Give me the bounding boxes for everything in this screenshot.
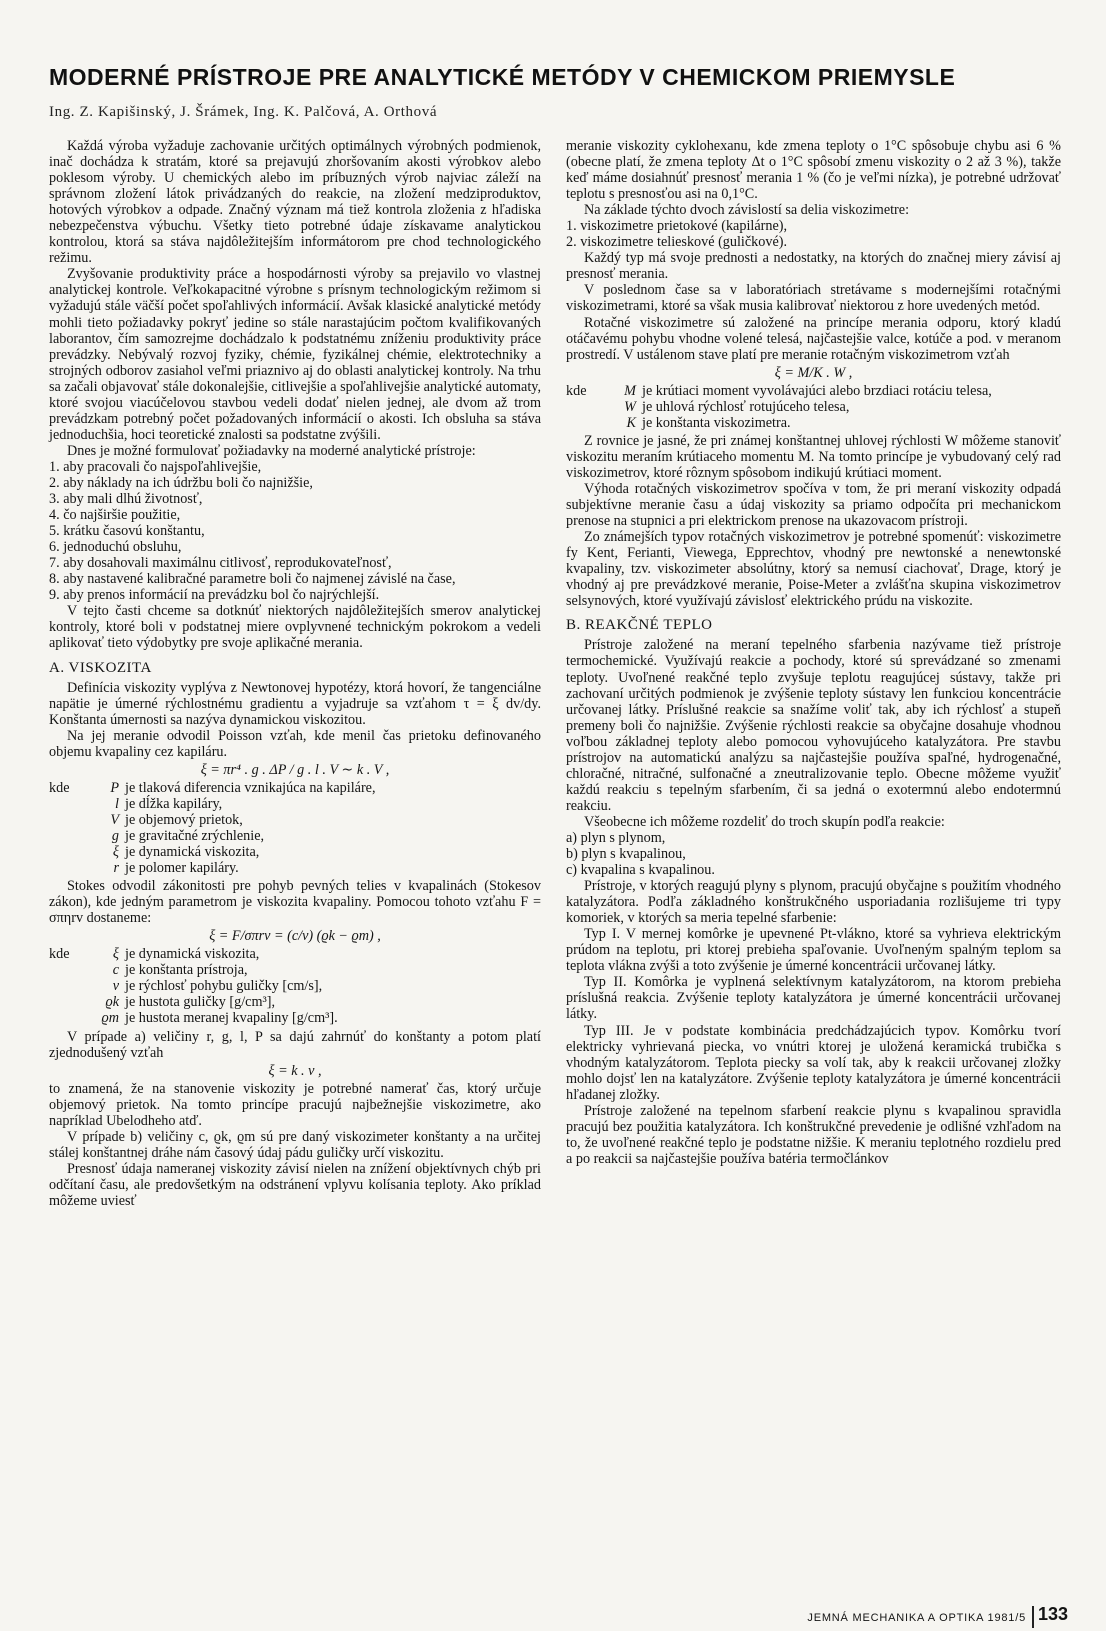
kde-label: kde (49, 779, 70, 796)
paragraph: Zo známejších typov rotačných viskozimetrov je potrebné spomenúť: viskozimetre fy Kent, Ferianti, Viewega, Epprechtov, vhodný pre newtonské a nenewtonské kvapaliny, tzv. viskozimeter absolútny, ktorý sa nemusí ciachovať, Drage, ktorý je vhodný aj pre prevádzkové meranie, Poise-Meter a zvlášťna skupina viskozimetrov selsynových, ktoré využívajú závislosť elektrického prúdu na viskozite. (566, 529, 1061, 610)
list-item: c) kvapalina s kvapalinou. (566, 862, 715, 879)
list-item: 1. aby pracovali čo najspoľahlivejšie, (49, 458, 262, 475)
paragraph: Dnes je možné formulovať požiadavky na moderné analytické prístroje: (67, 442, 476, 459)
list-item: 9. aby prenos informácií na prevádzku bol čo najrýchlejší. (49, 587, 380, 604)
article-authors: Ing. Z. Kapišinský, J. Šrámek, Ing. K. Palčová, A. Orthová (49, 104, 438, 120)
paragraph: Presnosť údaja nameranej viskozity závisí nielen na znížení objektívnych chýb pri odčítaní času, ale predovšetkým na odstránení vplyvu kolísania teploty. Ako príklad môžeme uviesť (49, 1160, 541, 1209)
definition-text: je krútiaci moment vyvolávajúci alebo brzdiaci rotáciu telesa, (642, 382, 992, 399)
kde-label (49, 962, 93, 978)
list-item: 3. aby mali dlhú životnosť, (49, 491, 203, 508)
kde-label (49, 978, 93, 994)
kde-label (566, 415, 610, 431)
symbol: P (110, 779, 119, 796)
symbol: c (112, 962, 119, 979)
symbol: l (115, 795, 119, 812)
definition-row (49, 946, 338, 962)
paragraph: Z rovnice je jasné, že pri známej konštantnej uhlovej rýchlosti W môžeme stanoviť viskozitu meraním krútiaceho momentu M. Na tomto princípe je vybudovaný celý rad viskozimetrov, ktoré rôznym spôsobom indikujú krútiaci moment. (566, 432, 1061, 481)
symbol: v (112, 978, 119, 995)
list-item: b) plyn s kvapalinou, (566, 846, 686, 863)
list-item: 2. aby náklady na ich údržbu boli čo najnižšie, (49, 474, 313, 491)
symbol: ϱk (105, 994, 119, 1011)
paragraph: V poslednom čase sa v laboratóriach stretávame s modernejšími rotačnými viskozimetrami, ktoré sa však musia kalibrovať niektorou z hore uvedených metód. (566, 282, 1061, 315)
definition-row (49, 1010, 338, 1026)
definition-text: je dynamická viskozita, (125, 946, 260, 963)
page-number: 133 (1037, 1604, 1068, 1624)
definition-row (49, 844, 376, 860)
paragraph: meranie viskozity cyklohexanu, kde zmena teploty o 1°C spôsobuje chybu asi 6 % (obecne platí, že zmena teploty Δt o 1°C spôsobí zmenu viskozity o 2 až 3 %), takže keď máme dosiahnúť presnosť merania 1 % (čo je veľmi nízka), je potrebné udržovať teplotu s presnosťou asi na 0,1°C. (566, 138, 1061, 203)
paragraph: Na základe týchto dvoch závislostí sa delia viskozimetre: (584, 202, 910, 219)
definition-text: je rýchlosť pohybu guličky [cm/s], (125, 978, 323, 995)
paragraph: Prístroje založené na tepelnom sfarbení reakcie plynu s kvapalinou spravidla pracujú bez použitia katalyzátora. Ich konštrukčné prevedenie je odlišné vzhľadom na to, že uvoľnené reakčné teplo je podstatne nižšie. K meraniu teplotného rozdielu pred a po reakcii sa najčastejšie používa batéria termočlánkov (566, 1102, 1061, 1167)
paragraph: Výhoda rotačných viskozimetrov spočíva v tom, že pri meraní viskozity odpadá subjektívne meranie času a údaj viskozity sa priamo odpočíta pri mechanickom prenose na stupnici a pri elektrickom prenose na ukazovacom prístroji. (566, 480, 1061, 530)
list-item: 1. viskozimetre prietokové (kapilárne), (566, 218, 788, 235)
paragraph: Zvyšovanie produktivity práce a hospodárnosti výroby sa prejavilo vo vlastnej analytickej kontrole. Veľkokapacitné výrobne s prísnym technologickým režimom si vyžadujú stále väčší počet spoľahlivých informácií. Avšak klasické analytické metódy mohli tieto požiadavky pokryť jedine so stále narastajúcim počtom kvalifikovaných laborantov, čím samozrejme dochádzalo k podstatnému zníženiu produktivity práce prevádzky. Nebývalý rozvoj fyziky, chémie, fyzikálnej chémie, elektrotechniky a strojných odborov zasiahol veľmi priaznivo aj do oblasti analytickej kontroly. Na trhu sa začali objavovať stále dokonalejšie, citlivejšie a spoľahlivejšie analytické automaty, ktoré svojou viacúčelovou stavbou vedeli dodať nielen jednej, ale dvom až trom prevádzkam potrebný počet požadovaných informácií o akosti. Ich obsluha sa stáva jednoduchšia, hoci teoretické znalosti sa podstatne zvýšili. (49, 266, 541, 443)
list-item: 6. jednoduchú obsluhu, (49, 539, 182, 556)
paragraph: Definícia viskozity vyplýva z Newtonovej hypotézy, ktorá hovorí, že tangenciálne napätie je úmerné rýchlostnému gradientu a vyjadruje sa vzťahom τ = ξ dv/dy. Konštanta úmernosti sa nazýva dynamickou viskozitou. (49, 679, 541, 728)
definition-text: je polomer kapiláry. (125, 860, 239, 877)
right-column (566, 138, 1061, 1167)
paragraph: Prístroje založené na meraní tepelného sfarbenia nazývame tiež prístroje termochemické. Využívajú reakcie a pochody, ktoré sú sprevádzané so zmenami teploty. Uvoľnené reakčné teplo zvyšuje teplotu reagujúcej sústavy, takže pri zachovaní určitých podmienok je zvýšenie teploty sústavy len funkciou koncentrácie určovanej látky. Príslušné reakcie sa snažíme voliť tak, aby ich rýchlosť a stupeň premeny boli čo najnižšie. Zvýšenie rýchlosti reakcie sa obyčajne dosahuje vhodnou voľbou základnej teploty alebo pomocou vyhovujúceho katalyzátora. Pre stavbu prístrojov na automatickú analýzu sa najčastejšie používa spaľné, hydrogenačné, chloračné, nitračné, sulfonačné a zneutralizovanie teplo. Obecne môžeme využiť každú reakciu s tepelným sfarbením, či sa jedná o exotermnú alebo endotermnú reakciu. (566, 637, 1061, 814)
definition-text: je dynamická viskozita, (125, 844, 260, 861)
list-item: 8. aby nastavené kalibračné parametre boli čo najmenej závislé na čase, (49, 571, 456, 588)
paragraph: Typ III. Je v podstate kombinácia predchádzajúcich typov. Komôrku tvorí elektricky vyhrievaná piecka, vo vnútri ktorej je uložená keramická trubička s vhodným katalyzátorom. Teplota piecky sa volí tak, aby k reakcii určovanej zložky mohlo dojsť len na katalyzátore. Zvýšenie teploty katalyzátora je úmerné koncentrácii hľadanej zložky. (566, 1022, 1061, 1103)
definition-row (49, 978, 338, 994)
kde-label: kde (566, 382, 587, 399)
requirements-list (49, 459, 541, 603)
symbol-definitions-poisson (49, 780, 376, 876)
article-title: MODERNÉ PRÍSTROJE PRE ANALYTICKÉ METÓDY V CHEMICKOM PRIEMYSLE (49, 64, 956, 90)
kde-label (49, 796, 93, 812)
definition-row (49, 828, 376, 844)
formula-simplified: ξ = k . v , (268, 1062, 322, 1079)
kde-label (49, 828, 93, 844)
formula-rotational: ξ = M/K . W , (774, 364, 853, 381)
definition-row (49, 962, 338, 978)
section-heading-reaction-heat: B. REAKČNÉ TEPLO (566, 617, 713, 634)
kde-label (49, 994, 93, 1010)
symbol: ξ (112, 946, 119, 963)
paragraph: V tejto časti chceme sa dotknúť niektorých najdôležitejších smerov analytickej kontroly, ktoré boli v podstatnej miere ovplyvnené technickým pokrokom a vedeli aplikovať tieto výdobytky pre svoje aplikačné merania. (49, 603, 541, 652)
paragraph: Typ I. V mernej komôrke je upevnené Pt-vlákno, ktoré sa vyhrieva elektrickým prúdom na teplotu, pri ktorej prebieha spaľovanie. Uvoľneným spalným teplom sa teplota vlákna zvýši a toto zvýšenie je úmerné koncentrácii určovanej látky. (566, 926, 1061, 975)
definition-text: je gravitačné zrýchlenie, (125, 827, 265, 844)
formula-stokes: ξ = F/σπrv = (c/v) (ϱk − ϱm) , (209, 928, 381, 945)
paragraph: Stokes odvodil zákonitosti pre pohyb pevných telies v kvapalinách (Stokesov zákon), kde jedným parametrom je viskozita kvapaliny. Pomocou tohoto vzťahu F = σπηrv dostaneme: (49, 878, 541, 927)
kde-label: kde (49, 946, 70, 963)
symbol-definitions-rotational (566, 383, 992, 431)
symbol: g (111, 827, 119, 844)
reaction-groups-list (566, 830, 1061, 878)
paragraph: to znamená, že na stanovenie viskozity je potrebné namerať čas, ktorý určuje objemový prietok. Na tomto princípe pracujú najbežnejšie viskozimetre, ako napríklad Ubelodheho atď. (49, 1080, 541, 1129)
symbol: r (113, 860, 119, 877)
definition-row (566, 415, 992, 431)
symbol: ϱm (101, 1010, 119, 1027)
kde-label (49, 1010, 93, 1026)
paragraph: Na jej meranie odvodil Poisson vzťah, kde menil čas prietoku definovaného objemu kvapaliny cez kapiláru. (49, 727, 541, 760)
symbol: K (626, 414, 636, 431)
paragraph: Prístroje, v ktorých reagujú plyny s plynom, pracujú obyčajne s použitím vhodného katalyzátora. Podľa základného konštrukčného usporiadania rozlišujeme tri typy komoriek, v ktorých sa meria tepelné sfarbenie: (566, 878, 1061, 927)
definition-row (49, 780, 376, 796)
definition-text: je konštanta viskozimetra. (642, 414, 791, 431)
symbol: W (624, 398, 636, 415)
symbol: ξ (112, 844, 119, 861)
definition-text: je konštanta prístroja, (125, 962, 248, 979)
definition-text: je dĺžka kapiláry, (125, 795, 223, 812)
definition-row (566, 399, 992, 415)
kde-label (566, 399, 610, 415)
definition-row (566, 383, 992, 399)
paragraph: Každá výroba vyžaduje zachovanie určitých optimálnych výrobných podmienok, inač dochádza k stratám, ktoré sa prejavujú zhoršovaním akosti výrobkov alebo poklesom výroby. U chemických alebo im príbuzných výrob najviac záleží na správnom zložení látok privádzaných do reakcie, na zložení medziproduktov, hotových výrobkov a odpade. Značný význam má tiež kontrola zloženia z hľadiska nebezpečenstva výbuchu. Všetky tieto potrebné údaje získavame analytickou kontrolou, ktorá sa stáva najdôležitejším informátorom pre chod technologického režimu. (49, 138, 541, 267)
definition-row (49, 796, 376, 812)
paragraph: Všeobecne ich môžeme rozdeliť do troch skupín podľa reakcie: (584, 813, 945, 830)
footer-divider (1032, 1606, 1034, 1628)
definition-text: je hustota guličky [g/cm³], (125, 994, 276, 1011)
list-item: 5. krátku časovú konštantu, (49, 523, 205, 540)
kde-label (49, 860, 93, 876)
paragraph: V prípade b) veličiny c, ϱk, ϱm sú pre daný viskozimeter konštanty a na určitej stálej konštantnej dráhe nám časový údaj pádu guličky určí viskozitu. (49, 1128, 541, 1161)
symbol: M (624, 382, 636, 399)
formula-poisson: ξ = πr⁴ . g . ΔP / g . l . V ∼ k . V , (200, 761, 390, 778)
list-item: 2. viskozimetre telieskové (guličkové). (566, 234, 788, 251)
kde-label (49, 812, 93, 828)
definition-text: je uhlová rýchlosť rotujúceho telesa, (642, 398, 850, 415)
definition-text: je hustota meranej kvapaliny [g/cm³]. (125, 1010, 338, 1027)
viscometer-types-list (566, 218, 1061, 250)
paragraph: V prípade a) veličiny r, g, l, P sa dajú zahrnúť do konštanty a potom platí zjednodušený vzťah (49, 1028, 541, 1061)
definition-row (49, 994, 338, 1010)
symbol-definitions-stokes (49, 946, 338, 1026)
definition-text: je objemový prietok, (125, 811, 243, 828)
paragraph: Každý typ má svoje prednosti a nedostatky, na ktorých do značnej miery závisí aj presnosť merania. (566, 250, 1061, 283)
list-item: 7. aby dosahovali maximálnu citlivosť, reprodukovateľnosť, (49, 555, 392, 572)
paragraph: Rotačné viskozimetre sú založené na princípe merania odporu, ktorý kladú otáčavému pohybu vhodne volené telesá, najčastejšie valce, kotúče a pod. v meranom prostredí. V ustálenom stave platí pre meranie rotačným viskozimetrom vzťah (566, 314, 1061, 363)
section-heading-viscosity: A. VISKOZITA (49, 659, 152, 676)
definition-row (49, 860, 376, 876)
journal-name: JEMNÁ MECHANIKA A OPTIKA 1981/5 (807, 1612, 1026, 1624)
definition-text: je tlaková diferencia vznikajúca na kapiláre, (125, 779, 376, 796)
list-item: a) plyn s plynom, (566, 829, 666, 846)
left-column (49, 138, 541, 1209)
list-item: 4. čo najširšie použitie, (49, 507, 181, 524)
kde-label (49, 844, 93, 860)
symbol: V (110, 811, 119, 828)
definition-row (49, 812, 376, 828)
paragraph: Typ II. Komôrka je vyplnená selektívnym katalyzátorom, na ktorom prebieha príslušná reakcia. Zvýšenie teploty katalyzátora je úmerné koncentrácii určovanej látky. (566, 974, 1061, 1023)
